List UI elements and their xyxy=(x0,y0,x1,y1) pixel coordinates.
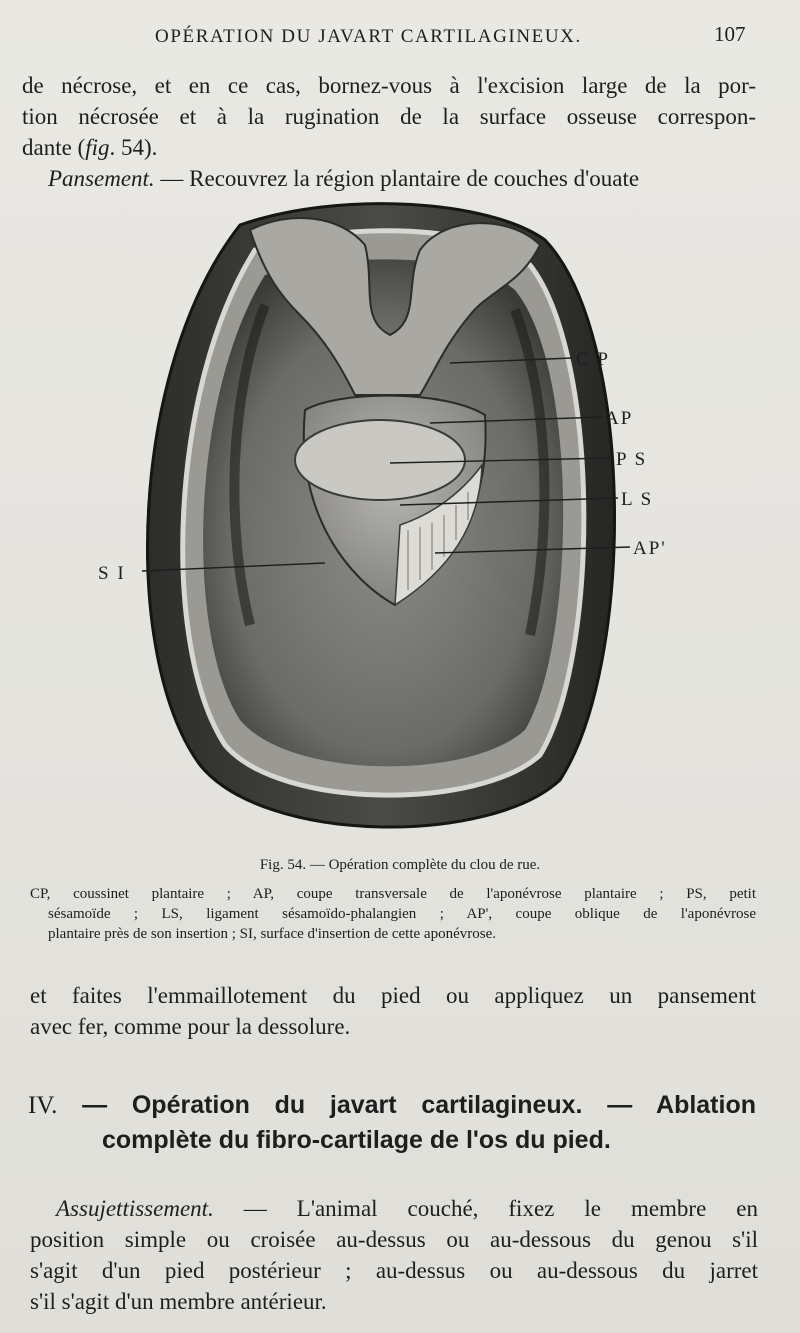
text-line: avec fer, comme pour la dessolure. xyxy=(30,1014,351,1039)
running-header xyxy=(0,22,800,52)
figure-legend xyxy=(30,884,756,944)
fig-reference: fig xyxy=(85,135,110,160)
text-line: et faites l'emmaillotement du pied ou appliquez un pansement xyxy=(30,983,756,1008)
paragraph-necrose xyxy=(22,70,756,163)
running-title: OPÉRATION DU JAVART CARTILAGINEUX. xyxy=(155,26,582,47)
hoof-figure xyxy=(90,195,710,845)
figure-caption-title: Fig. 54. — Opération complète du clou de rue. xyxy=(259,857,541,873)
paragraph-emmaillotement xyxy=(30,980,756,1042)
text-line: position simple ou croisée au-dessus ou au-dessous du genou s'il xyxy=(30,1227,758,1252)
paragraph-pansement xyxy=(22,163,756,194)
legend-line: sésamoïde ; LS, ligament sésamoïdo-phalangien ; AP', coupe oblique de l'aponévrose xyxy=(48,906,756,922)
paragraph-label: Pansement. xyxy=(48,166,155,191)
text-line: s'il s'agit d'un membre antérieur. xyxy=(30,1289,327,1314)
text-line: Pansement. — Recouvrez la région plantaire de couches d'ouate xyxy=(48,166,640,191)
label-ap: AP xyxy=(605,408,634,429)
label-ls: L S xyxy=(621,489,654,510)
label-ap-prime: AP' xyxy=(633,538,667,559)
legend-line: CP, coussinet plantaire ; AP, coupe transversale de l'aponévrose plantaire ; PS, petit xyxy=(30,886,756,902)
section-heading xyxy=(28,1088,756,1158)
heading-line: complète du fibro-cartilage de l'os du pied. xyxy=(102,1126,611,1154)
label-si: S I xyxy=(98,563,126,584)
label-ps: P S xyxy=(616,449,648,470)
heading-line: IV. — Opération du javart cartilagineux. — Ablation xyxy=(28,1091,756,1119)
text-line: de nécrose, et en ce cas, bornez-vous à l'excision large de la por- xyxy=(22,73,756,98)
paragraph-assujettissement xyxy=(30,1193,758,1317)
page-number: 107 xyxy=(714,22,746,46)
hoof-engraving xyxy=(90,195,710,845)
section-numeral: IV. xyxy=(28,1092,58,1119)
paragraph-label: Assujettissement. xyxy=(56,1196,214,1221)
text-line: dante (fig. 54). xyxy=(22,135,158,160)
text-line: Assujettissement. — L'animal couché, fixez le membre en xyxy=(56,1196,758,1221)
label-cp: C P xyxy=(576,349,610,370)
text-line: s'agit d'un pied postérieur ; au-dessus ou au-dessous du jarret xyxy=(30,1258,758,1283)
text-line: tion nécrosée et à la rugination de la surface osseuse correspon- xyxy=(22,104,756,129)
small-sesamoid xyxy=(295,420,465,500)
legend-line: plantaire près de son insertion ; SI, surface d'insertion de cette aponévrose. xyxy=(48,926,496,942)
